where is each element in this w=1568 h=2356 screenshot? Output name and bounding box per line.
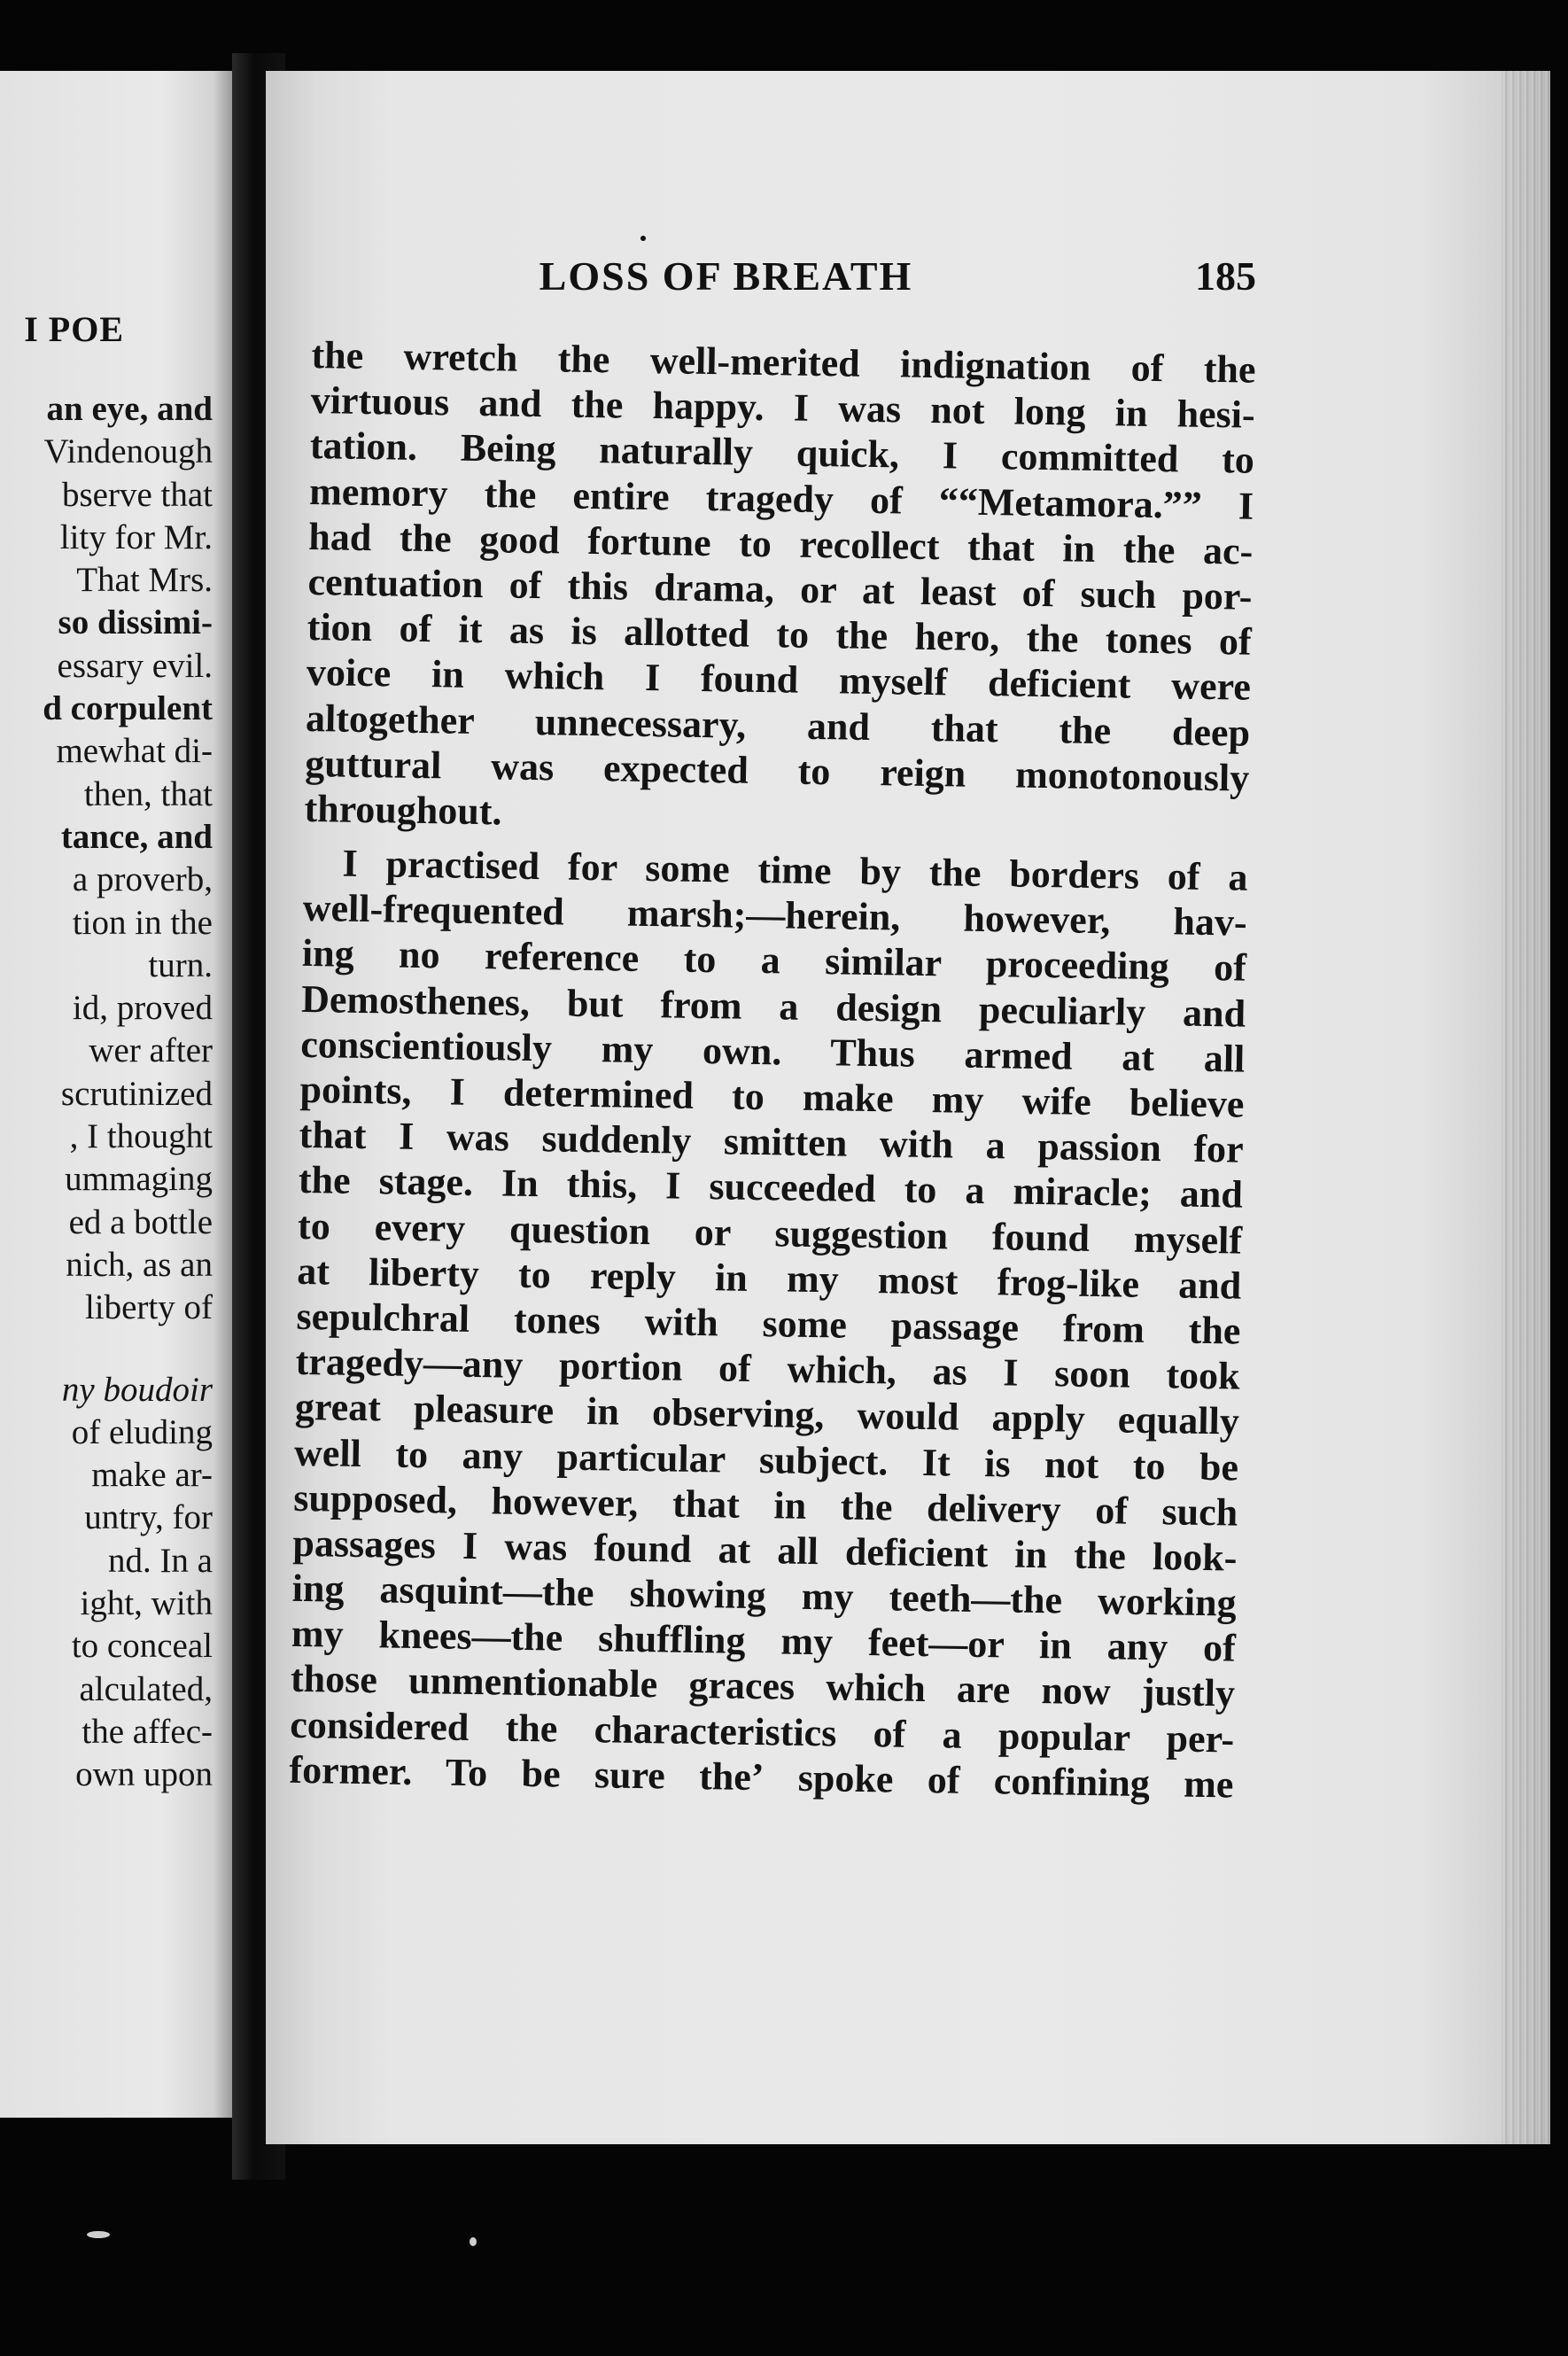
body-text-line: former. To be sure theʼ spoke of confining me: [289, 1747, 1234, 1807]
left-text-line: tance, and: [60, 817, 213, 856]
body-text-line: tion of it as is allotted to the hero, the tones of: [307, 605, 1253, 664]
body-text-line: virtuous and the happy. I was not long in hesi-: [310, 378, 1256, 437]
left-text-line: Vindenough: [43, 432, 213, 471]
left-text-line: liberty of: [84, 1288, 213, 1327]
left-text-line: id, proved: [72, 989, 213, 1028]
body-text-line: ing no reference to a similar proceeding of: [301, 931, 1247, 991]
body-text-line: points, I determined to make my wife believe: [299, 1067, 1245, 1126]
left-text-line: an eye, and: [46, 390, 213, 428]
body-text-line: well to any particular subject. It is not to be: [293, 1430, 1239, 1489]
left-text-line: , I thought: [69, 1117, 213, 1156]
body-text-line: well-frequented marsh;—herein, however, hav-: [302, 886, 1248, 945]
body-text-line: the wretch the well-merited indignation of the: [311, 332, 1256, 392]
body-text-line: conscientiously my own. Thus armed at all: [299, 1022, 1246, 1081]
body-text-line: throughout.: [304, 786, 502, 834]
left-text-line: wer after: [89, 1031, 213, 1070]
left-text-line: own upon: [75, 1755, 213, 1794]
left-running-header: I POE: [24, 309, 124, 349]
body-text-line: passages I was found at all deficient in the look-: [292, 1520, 1238, 1580]
left-text-line: bserve that: [61, 475, 213, 514]
body-text-line: centuation of this drama, or at least of such por-: [307, 559, 1253, 618]
left-text-line: alculated,: [79, 1669, 213, 1708]
page-body-text: [289, 332, 1256, 1808]
body-text-line: to every question or suggestion found myself: [297, 1203, 1243, 1263]
body-text-line: the stage. In this, I succeeded to a miracle; and: [298, 1158, 1244, 1217]
left-text-line: of eluding: [71, 1412, 213, 1451]
left-text-line: ny boudoir: [61, 1370, 213, 1409]
body-text-line: altogether unnecessary, and that the deep: [305, 696, 1251, 755]
body-text-line: my knees—the shuffling my feet—or in any of: [291, 1612, 1237, 1670]
body-text-line: sepulchral tones with some passage from the: [296, 1294, 1241, 1353]
left-text-line: scrutinized: [60, 1074, 213, 1113]
body-text-line: memory the entire tragedy of ““Metamora.”” I: [308, 469, 1254, 528]
page-edge: [1502, 71, 1550, 2144]
body-text-line: had the good fortune to recollect that in the ac-: [307, 514, 1254, 573]
left-text-line: mewhat di-: [56, 732, 213, 771]
left-text-line: d corpulent: [43, 689, 213, 728]
left-text-line: untry, for: [84, 1498, 213, 1537]
body-text-line: considered the characteristics of a popular per-: [289, 1702, 1235, 1761]
left-text-line: the affec-: [82, 1712, 213, 1751]
body-text-line: Demosthenes, but from a design peculiarly and: [300, 976, 1246, 1036]
left-text-line: ed a bottle: [68, 1202, 213, 1241]
left-text-line: to conceal: [71, 1627, 213, 1666]
body-text-line: voice in which I found myself deficient were: [306, 650, 1252, 710]
scan-speck: [640, 236, 646, 241]
left-text-line: then, that: [83, 774, 213, 813]
page-number: 185: [1195, 253, 1256, 299]
left-text-line: nich, as an: [66, 1245, 213, 1284]
left-text-line: lity for Mr.: [59, 517, 213, 556]
body-text-line: great pleasure in observing, would apply equally: [294, 1385, 1240, 1443]
body-text-line: tragedy—any portion of which, as I soon took: [295, 1339, 1241, 1398]
left-text-line: essary evil.: [57, 646, 213, 685]
running-title: LOSS OF BREATH: [539, 253, 913, 299]
body-text-line: at liberty to reply in my most frog-like and: [296, 1248, 1242, 1308]
body-text-line: those unmentionable graces which are now justly: [290, 1657, 1236, 1715]
body-text-line: that I was suddenly smitten with a passion for: [299, 1113, 1245, 1171]
left-text-line: ight, with: [80, 1584, 213, 1623]
body-text-line: tation. Being naturally quick, I committed to: [309, 424, 1255, 483]
left-text-line: a proverb,: [72, 860, 213, 899]
body-text-line: supposed, however, that in the delivery of such: [292, 1475, 1238, 1535]
left-page-text: [0, 388, 213, 1797]
body-text-line: I practised for some time by the borders of a: [342, 841, 1248, 899]
left-text-line: turn.: [148, 945, 213, 984]
left-text-line: tion in the: [72, 903, 213, 942]
left-text-line: That Mrs.: [76, 561, 213, 600]
body-text-line: guttural was expected to reign monotonously: [304, 741, 1250, 800]
left-text-line: so dissimi-: [58, 603, 213, 642]
running-header: [312, 253, 1256, 306]
left-text-line: nd. In a: [107, 1541, 213, 1580]
scan-speck: [87, 2231, 110, 2238]
left-text-line: make ar-: [91, 1456, 213, 1495]
left-text-line: [0, 1330, 213, 1369]
scan-speck: [470, 2237, 477, 2246]
body-text-line: ing asquint—the showing my teeth—the working: [291, 1566, 1237, 1625]
left-text-line: ummaging: [65, 1160, 213, 1199]
left-facing-page: [0, 71, 232, 2118]
